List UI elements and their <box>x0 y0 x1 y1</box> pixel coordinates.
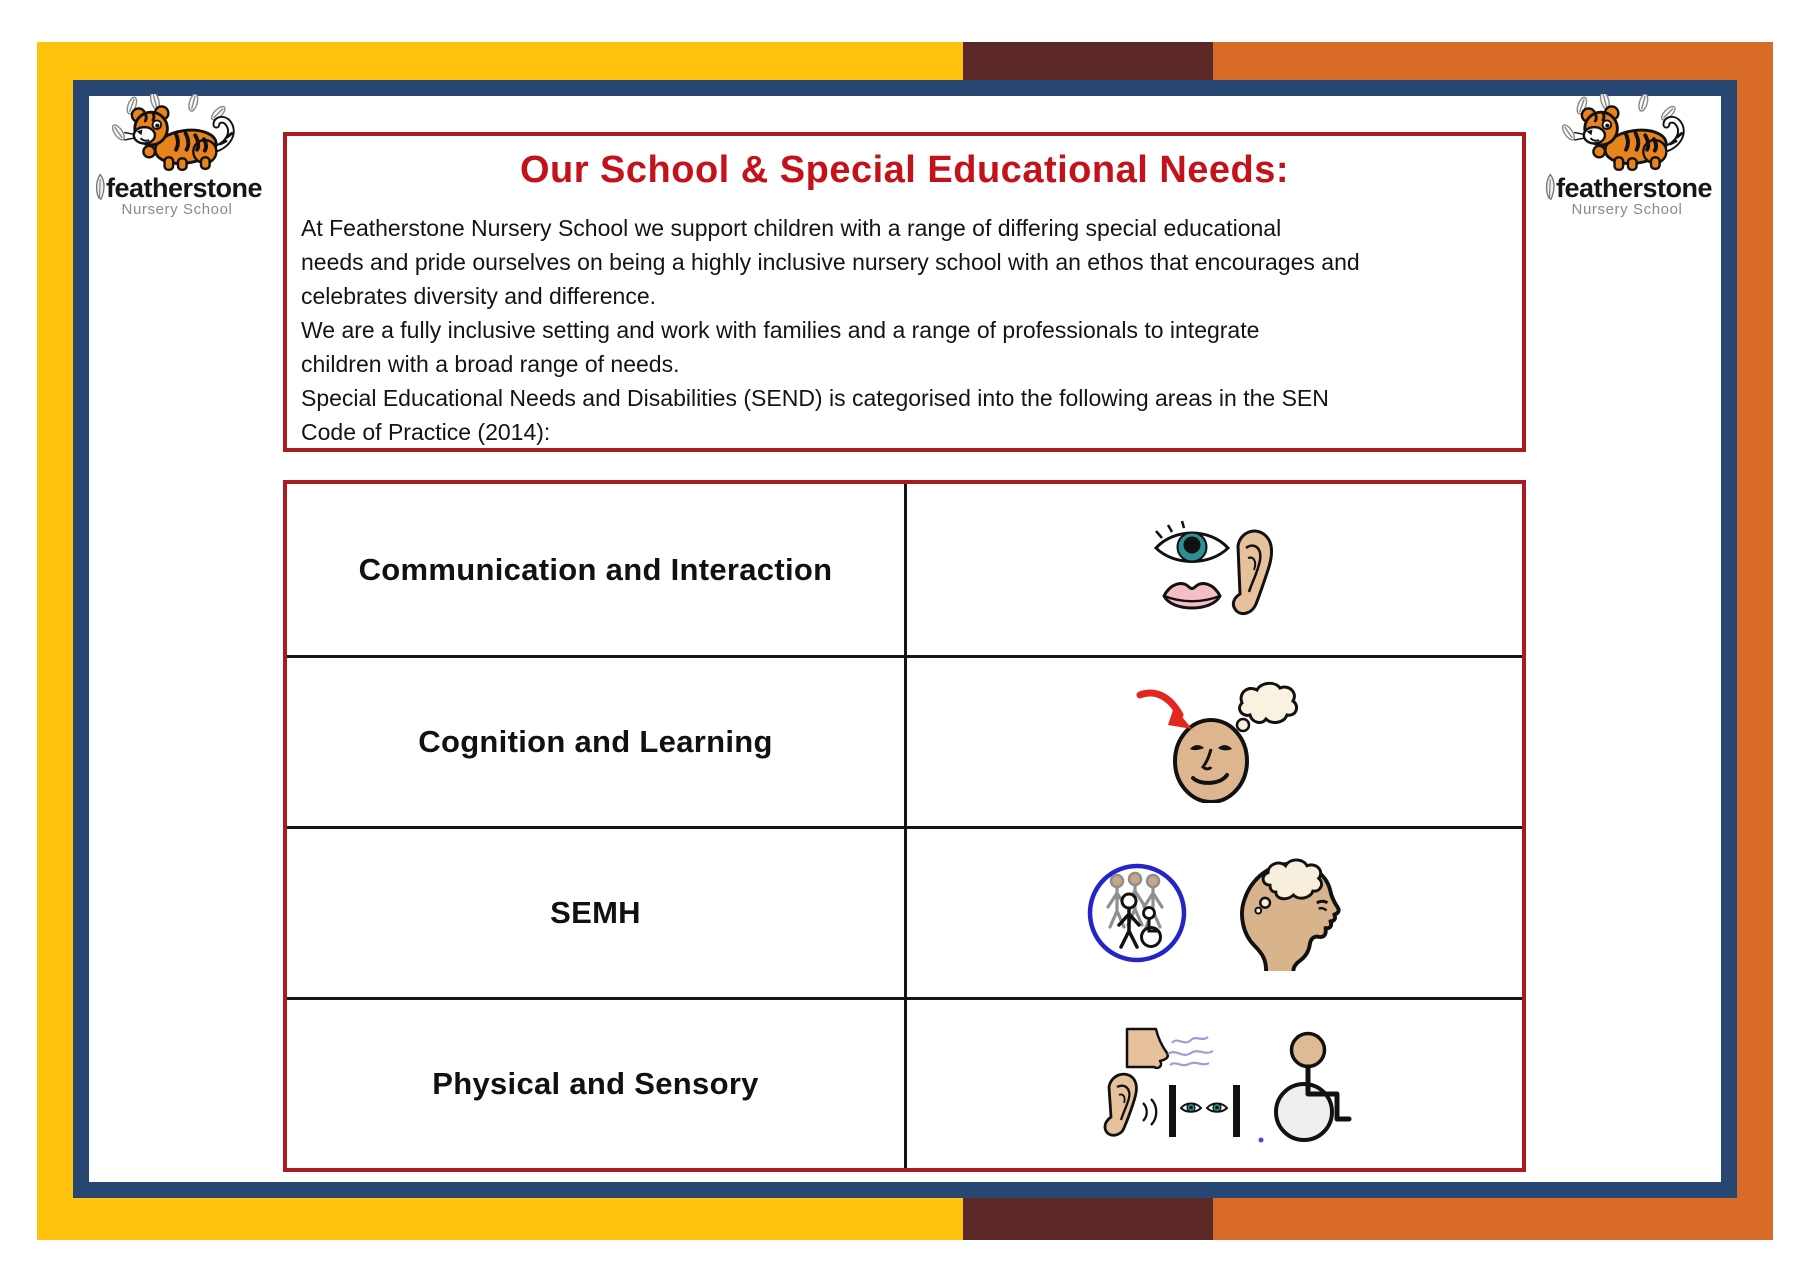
page-title: Our School & Special Educational Needs: <box>519 149 1290 191</box>
school-logo-right <box>1542 94 1712 218</box>
category-label: SEMH <box>550 895 641 930</box>
communication-symbols <box>1152 520 1277 620</box>
lips-icon <box>1164 583 1220 607</box>
face-icon <box>1175 720 1247 802</box>
feather-quill-icon <box>92 172 107 204</box>
table-cell-label <box>287 826 904 997</box>
nose-smell-icon <box>1127 1029 1213 1068</box>
frame-band-right-orange <box>1737 42 1773 1240</box>
small-mark <box>1258 1138 1263 1143</box>
red-arrow-icon <box>1140 693 1192 729</box>
intro-line: celebrates diversity and difference. <box>301 283 656 309</box>
table-cell-symbols <box>904 997 1522 1168</box>
category-label: Cognition and Learning <box>418 724 773 759</box>
intro-line: Special Educational Needs and Disabilities (SEND) is categorised into the following areas in the SEN <box>301 385 1329 411</box>
feather-quill-icon <box>1542 172 1557 204</box>
category-label: Physical and Sensory <box>432 1066 759 1101</box>
table-cell-symbols <box>904 826 1522 997</box>
intro-line: needs and pride ourselves on being a highly inclusive nursery school with an ethos that encourages and <box>301 249 1360 275</box>
physical-sensory-symbols <box>1065 1023 1365 1145</box>
mind-profile-icon <box>1233 852 1345 974</box>
logo-subtitle: Nursery School <box>1571 201 1683 218</box>
cognition-symbols <box>1130 681 1300 803</box>
category-label: Communication and Interaction <box>358 551 833 587</box>
intro-line: Code of Practice (2014): <box>301 419 551 445</box>
ear-hearing-icon <box>1104 1074 1155 1135</box>
send-categories-table <box>283 480 1526 1172</box>
frame-band-top-brown <box>963 42 1213 80</box>
thought-bubble-icon <box>1230 683 1296 739</box>
logo-subtitle: Nursery School <box>121 201 233 218</box>
table-cell-label <box>287 997 904 1168</box>
wheelchair-icon <box>1276 1034 1349 1141</box>
table-cell-symbols <box>904 655 1522 826</box>
frame-band-bottom-yellow <box>73 1198 963 1240</box>
intro-text <box>301 211 1512 449</box>
table-cell-label <box>287 484 904 655</box>
intro-box <box>283 132 1526 452</box>
table-cell-symbols <box>904 484 1522 655</box>
frame-band-bottom-brown <box>963 1198 1213 1240</box>
frame-band-top-yellow <box>73 42 963 80</box>
low-vision-eyes-icon <box>1169 1085 1240 1137</box>
ear-icon <box>1233 531 1271 614</box>
frame-band-top-orange <box>1213 42 1737 80</box>
intro-line: At Featherstone Nursery School we support children with a range of differing special educational <box>301 215 1282 241</box>
eye-icon <box>1156 521 1228 562</box>
logo-wordmark: featherstone <box>1555 172 1712 203</box>
intro-line: children with a broad range of needs. <box>301 351 680 377</box>
logo-wordmark: featherstone <box>105 172 262 203</box>
school-logo-left <box>92 94 262 218</box>
frame-band-bottom-orange <box>1213 1198 1737 1240</box>
inclusion-circle-icon <box>1085 861 1189 965</box>
frame-band-left-yellow <box>37 42 73 1240</box>
intro-line: We are a fully inclusive setting and work with families and a range of professionals to integrate <box>301 317 1260 343</box>
table-cell-label <box>287 655 904 826</box>
